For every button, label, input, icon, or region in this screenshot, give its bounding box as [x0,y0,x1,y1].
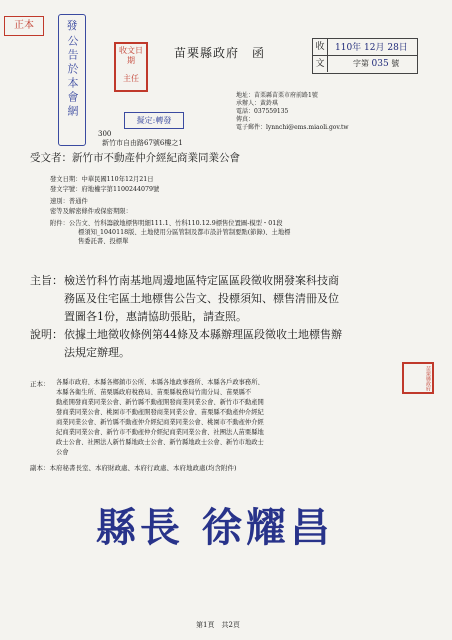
received-label-2: 文 [313,56,328,72]
sender-phone: 電話：037559135 [236,108,289,115]
receipt-stamp-line1: 收文日期 [119,46,143,65]
original-copy-tag: 正本 [4,16,44,36]
original-line-1: 各縣市政府、本縣各鄉鎮市公所、本縣各地政事務所、本縣各戶政事務所、 [56,379,264,386]
issue-date: 發文日期：中華民國110年12月21日 [50,176,154,183]
copy-row [30,463,237,472]
original-line-8: 公會 [56,449,69,456]
receipt-stamp [114,42,148,92]
explain-label: 說明： [30,328,63,341]
receipt-stamp-line2: 主任 [123,74,139,83]
posting-stamp-line2: 公告於本會網 [66,35,79,119]
sender-fax: 傳真： [236,116,255,123]
attachment-line-3: 售委託書、投標單 [78,238,129,245]
attachment-line-2: 標須知_1040118版、土地使用分區管制及都市設計管制要點(節錄)、土地標 [78,229,291,236]
government-seal: 苗栗縣政府 [402,362,434,394]
doc-number: 300 [98,130,112,138]
sender-email: 電子郵件：lynnchi@ems.miaoli.gov.tw [236,124,349,131]
received-number-prefix: 字第 [353,59,369,68]
attachment-line-1: 附件：公告文、竹科籌啟地標售明細111.1、竹科110.12.9標售位置圖-模型・01段 [50,220,283,227]
received-date: 110年 12月 28日 [335,43,408,53]
original-line-5: 商業同業公會、新竹縣不動產仲介經紀商業同業公會、桃園市不動產仲介經 [56,419,264,426]
received-number-suffix: 號 [391,59,400,68]
copy-recipients: 本府秘書長室、本府財政處、本府行政處、本府地政處(均含附件) [49,464,237,472]
addressee-row [30,150,240,165]
draft-stamp: 擬定:轉發 [124,112,184,129]
explanation [64,326,444,362]
page-footer: 第1頁 共2頁 [196,621,240,629]
subject-line-3: 置圖各1份，惠請協助張貼，請查照。 [64,310,247,323]
addressee: 新竹市不動產仲介經紀商業同業公會 [72,152,240,164]
original-label: 正本： [30,380,50,388]
subject [64,272,444,326]
sender-info [236,92,446,132]
original-line-7: 政士公會、社團法人新竹縣地政士公會、新竹縣地政士公會、新竹市地政士 [56,439,264,446]
original-line-6: 紀商業同業公會、新竹市不動產仲介經紀商業同業公會、社團法人苗栗縣地 [56,429,264,436]
meta-block [50,176,440,256]
received-number: 035 [371,59,389,69]
original-line-4: 發商業同業公會、桃園市不動產開發商業同業公會、苗栗縣不動產仲介經紀 [56,409,264,416]
received-box [312,38,418,74]
urgency: 速別：普通件 [50,198,88,205]
explain-line-2: 法規定辦理。 [64,346,130,359]
received-label-1: 收 [313,39,328,56]
confidentiality: 密等及解密條件或保密期限： [50,208,132,215]
subject-label: 主旨： [30,274,63,287]
recipient-address: 新竹市自由路67號6樓之1 [102,139,183,147]
sender-handler: 承辦人：黃鈴琪 [236,100,279,107]
original-recipients [56,379,396,459]
sender-address: 地址：苗栗縣苗栗市府前路1號 [236,92,318,99]
mayor-signature: 縣長 徐耀昌 [96,504,334,551]
posting-stamp-line1: 發 [66,19,78,32]
original-line-3: 動產開發商業同業公會、新竹縣不動產開發商業同業公會、新竹市不動產開 [56,399,264,406]
posting-stamp [58,14,86,146]
explain-line-1: 依據土地徵收條例第44條及本縣辦理區段徵收土地標售辦 [64,328,342,341]
addressee-label: 受文者： [30,152,72,164]
subject-line-2: 務區及住宅區土地標售公告文、投標須知、標售清冊及位 [64,292,339,305]
page-title: 苗栗縣政府 函 [174,46,266,60]
subject-line-1: 檢送竹科竹南基地周邊地區特定區區段徵收開發案科技商 [64,274,339,287]
issue-number: 發文字號：府地權字第1100244079號 [50,186,160,193]
original-line-2: 本縣各衛生所、苗栗縣政府稅務局、苗栗縣稅務局竹南分局、苗栗縣不 [56,389,252,396]
copy-label: 副本： [30,464,50,472]
received-number-row [353,58,399,69]
